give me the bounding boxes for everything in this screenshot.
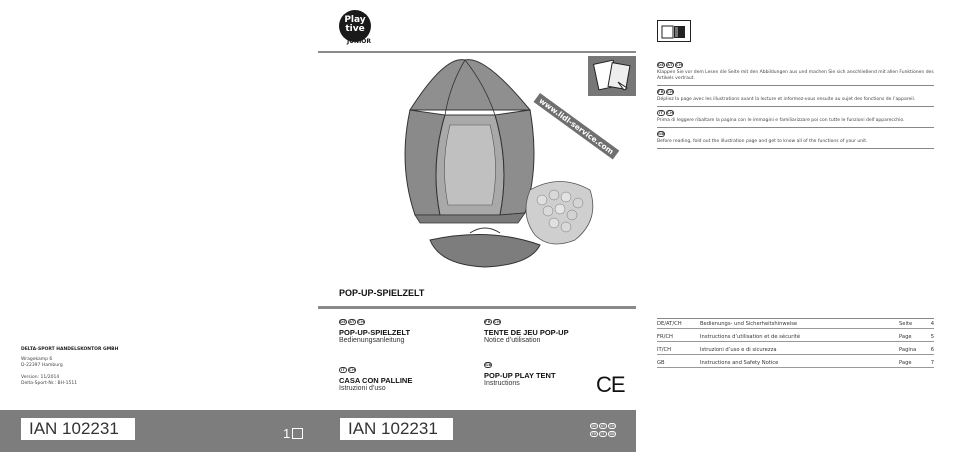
toc-page-number: 4 <box>930 321 934 327</box>
toc-row[interactable] <box>657 358 934 368</box>
brand-line-1: Play <box>344 15 366 25</box>
service-booklet-icon <box>588 56 636 96</box>
intro-gb: GB Before reading, fold out the illustration page and get to know all of the functions of your unit. <box>657 128 934 149</box>
product-fr <box>484 319 634 344</box>
intro-text: Klappen Sie vor dem Lesen die Seite mit den Abbildungen aus und machen Sie sich anschließend mit allen Funktionen des Artikels vertraut. <box>657 70 934 81</box>
foldout-book-icon <box>657 20 691 42</box>
service-url: www.lidl-service.com <box>534 93 620 159</box>
product-de <box>339 319 479 344</box>
toc-country: GB <box>657 360 665 366</box>
tent-illustration <box>390 55 600 275</box>
toc-country: DE/AT/CH <box>657 321 682 327</box>
toc-title: Bedienungs- und Sicherheitshinweise <box>700 321 798 327</box>
toc-page-number: 7 <box>930 360 934 366</box>
ian-box-middle: IAN 102231 <box>340 418 453 440</box>
toc-title: Instructions d’utilisation et de sécurité <box>700 334 801 340</box>
brand-logo <box>338 7 374 47</box>
toc-title: Istruzioni d’uso e di sicurezza <box>700 347 777 353</box>
flags-de-at-ch: DE AT CH <box>340 320 365 324</box>
flags-it-ch: IT CH <box>340 368 356 372</box>
bottom-flags: DE AT CH FR IT GB <box>591 424 615 436</box>
toc-page-label: Seite <box>899 321 913 327</box>
brand-line-2: tive <box>345 24 365 34</box>
toc-row[interactable] <box>657 332 934 342</box>
toc-country: FR/CH <box>657 334 673 340</box>
product-it <box>339 367 479 392</box>
page-marker-number: 1 <box>283 426 291 441</box>
page-marker <box>283 426 303 441</box>
toc-page-number: 5 <box>930 334 934 340</box>
product-title: POP-UP PLAY TENT <box>484 371 556 380</box>
publisher-block <box>21 347 221 387</box>
publisher-name: DELTA-SPORT HANDELSKONTOR GMBH <box>21 347 119 352</box>
product-gb <box>484 362 594 387</box>
toc-title: Instructions and Safety Notice <box>700 360 779 366</box>
product-subtitle: Bedienungsanleitung <box>339 337 405 344</box>
flags-gb: GB <box>485 363 492 367</box>
product-title: TENTE DE JEU POP-UP <box>484 328 569 337</box>
toc-page-label: Page <box>899 334 912 340</box>
toc-page-label: Page <box>899 360 912 366</box>
title-rule <box>318 306 636 309</box>
toc-row[interactable] <box>657 345 934 355</box>
toc-page-label: Pagina <box>899 347 917 353</box>
toc-country: IT/CH <box>657 347 671 353</box>
page-square-icon <box>292 428 303 439</box>
publisher-city: D-22397 Hamburg <box>21 363 63 368</box>
ce-mark: CE <box>596 372 625 397</box>
product-subtitle: Instructions <box>484 380 520 387</box>
toc-page-number: 6 <box>930 347 934 353</box>
item-number: Delta-Sport-Nr.: BH-1511 <box>21 381 78 386</box>
product-subtitle: Istruzioni d’uso <box>339 385 386 392</box>
publisher-street: Wragekamp 6 <box>21 357 53 362</box>
toc-row[interactable] <box>657 319 934 329</box>
intro-text: Dépliez la page avec les illustrations avant la lecture et informez-vous ensuite au sujet des fonctions de l’appareil. <box>657 97 916 102</box>
flags-fr-ch: FR CH <box>485 320 501 324</box>
intro-fr: FR CH Dépliez la page avec les illustrations avant la lecture et informez-vous ensuite au sujet des fonctions de l’appareil. <box>657 86 934 107</box>
main-title: POP-UP-SPIELZELT <box>339 288 425 298</box>
product-title: CASA CON PALLINE <box>339 376 413 385</box>
intro-de: DE AT CH Klappen Sie vor dem Lesen die Seite mit den Abbildungen aus und machen Sie sich anschließend mit allen Funktionen des Artikels vertraut. <box>657 62 934 86</box>
ian-box-left: IAN 102231 <box>21 418 135 440</box>
intro-text: Prima di leggere ribaltare la pagina con le immagini e familiarizzare poi con tutte le funzioni dell’apparecchio. <box>657 118 905 123</box>
product-subtitle: Notice d’utilisation <box>484 337 541 344</box>
intro-it: IT CH Prima di leggere ribaltare la pagina con le immagini e familiarizzare poi con tutte le funzioni dell’apparecchio. <box>657 107 934 128</box>
header-rule <box>318 51 636 53</box>
product-title: POP-UP-SPIELZELT <box>339 328 411 337</box>
intro-section <box>657 62 934 149</box>
intro-text: Before reading, fold out the illustration page and get to know all of the functions of your unit. <box>657 139 868 144</box>
version-label: Version: 11/2014 <box>21 375 60 380</box>
brand-line-3: JUNIOR <box>346 38 372 45</box>
